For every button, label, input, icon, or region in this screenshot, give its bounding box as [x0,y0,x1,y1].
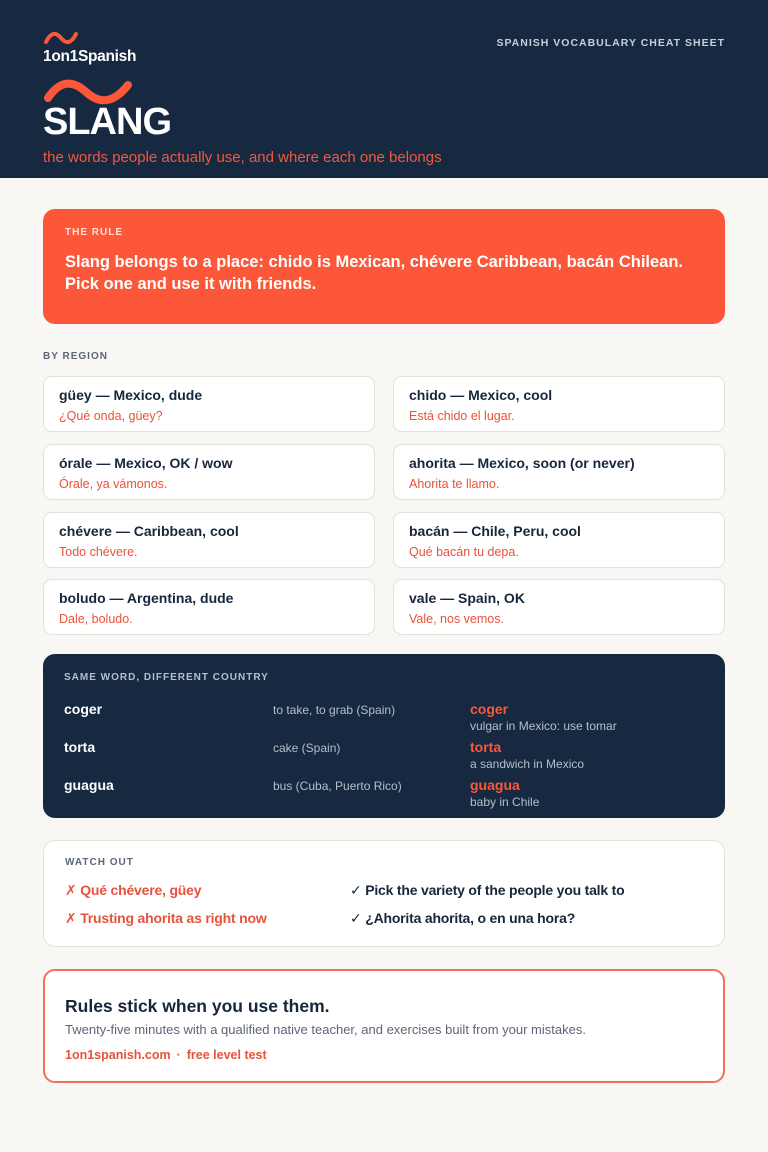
term-example: Dale, boludo. [59,612,133,626]
website-link[interactable]: 1on1spanish.com [65,1048,171,1062]
cta-links [65,1048,267,1062]
term-card [393,512,725,568]
term-card [43,444,375,500]
comparison-alt-meaning: baby in Chile [470,795,540,809]
comparison-row [43,701,725,739]
term-title: órale — Mexico, OK / wow [59,455,233,471]
term-title: güey — Mexico, dude [59,387,203,403]
term-title: bacán — Chile, Peru, cool [409,523,581,539]
rule-eyebrow: THE RULE [65,227,123,238]
term-example: Qué bacán tu depa. [409,545,519,559]
comparison-word: coger [64,701,103,717]
header [0,0,768,178]
term-example: Órale, ya vámonos. [59,477,168,491]
comparison-alt-meaning: a sandwich in Mexico [470,757,585,771]
watch-out-wrong: ✗ Qué chévere, güey [65,882,202,898]
watch-out-label: WATCH OUT [65,857,134,868]
watch-out-right: ✓ ¿Ahorita ahorita, o en una hora? [350,910,576,926]
cta-title: Rules stick when you use them. [65,996,330,1016]
comparison-word: torta [64,739,96,755]
term-card [393,444,725,500]
same-word-card [43,654,725,818]
page-subtitle: the words people actually use, and where each one belongs [43,149,442,166]
comparison-alt-word: guagua [470,777,520,793]
by-region-label: BY REGION [43,351,108,362]
term-title: chido — Mexico, cool [409,387,553,403]
term-card [393,579,725,635]
term-example: Todo chévere. [59,545,138,559]
sheet-eyebrow: SPANISH VOCABULARY CHEAT SHEET [496,37,725,49]
separator-dot: · [176,1048,181,1062]
watch-out-card [43,840,725,947]
term-card [43,376,375,432]
rule-card [43,209,725,324]
watch-out-right: ✓ Pick the variety of the people you talk to [350,882,625,898]
comparison-meaning: bus (Cuba, Puerto Rico) [273,779,402,793]
comparison-meaning: to take, to grab (Spain) [273,703,396,717]
term-title: chévere — Caribbean, cool [59,523,239,539]
comparison-row [43,739,725,777]
rule-line: Pick one and use it with friends. [65,275,317,293]
squiggle-icon [43,30,79,46]
term-card [43,512,375,568]
brand-name: 1on1Spanish [43,48,137,65]
term-example: Ahorita te llamo. [409,477,500,491]
term-example: Está chido el lugar. [409,409,515,423]
term-example: ¿Qué onda, güey? [59,409,163,423]
same-word-label: SAME WORD, DIFFERENT COUNTRY [64,672,269,683]
brand-logo[interactable] [43,30,136,66]
term-title: vale — Spain, OK [409,590,525,606]
term-card [43,579,375,635]
comparison-meaning: cake (Spain) [273,741,341,755]
level-test-link[interactable]: free level test [186,1048,267,1062]
comparison-alt-meaning: vulgar in Mexico: use tomar [470,719,617,733]
rule-text [65,251,703,295]
rule-line: Slang belongs to a place: chido is Mexican, chévere Caribbean, bacán Chilean. [65,253,684,271]
term-card [393,376,725,432]
term-title: boludo — Argentina, dude [59,590,234,606]
watch-out-wrong: ✗ Trusting ahorita as right now [65,910,267,926]
term-title: ahorita — Mexico, soon (or never) [409,455,635,471]
comparison-row [43,777,725,815]
comparison-alt-word: torta [470,739,502,755]
page-title: SLANG [43,101,171,143]
comparison-word: guagua [64,777,114,793]
cta-subtitle: Twenty-five minutes with a qualified native teacher, and exercises built from your mistakes. [65,1022,586,1037]
cta-card [43,969,725,1083]
term-example: Vale, nos vemos. [409,612,504,626]
comparison-alt-word: coger [470,701,509,717]
